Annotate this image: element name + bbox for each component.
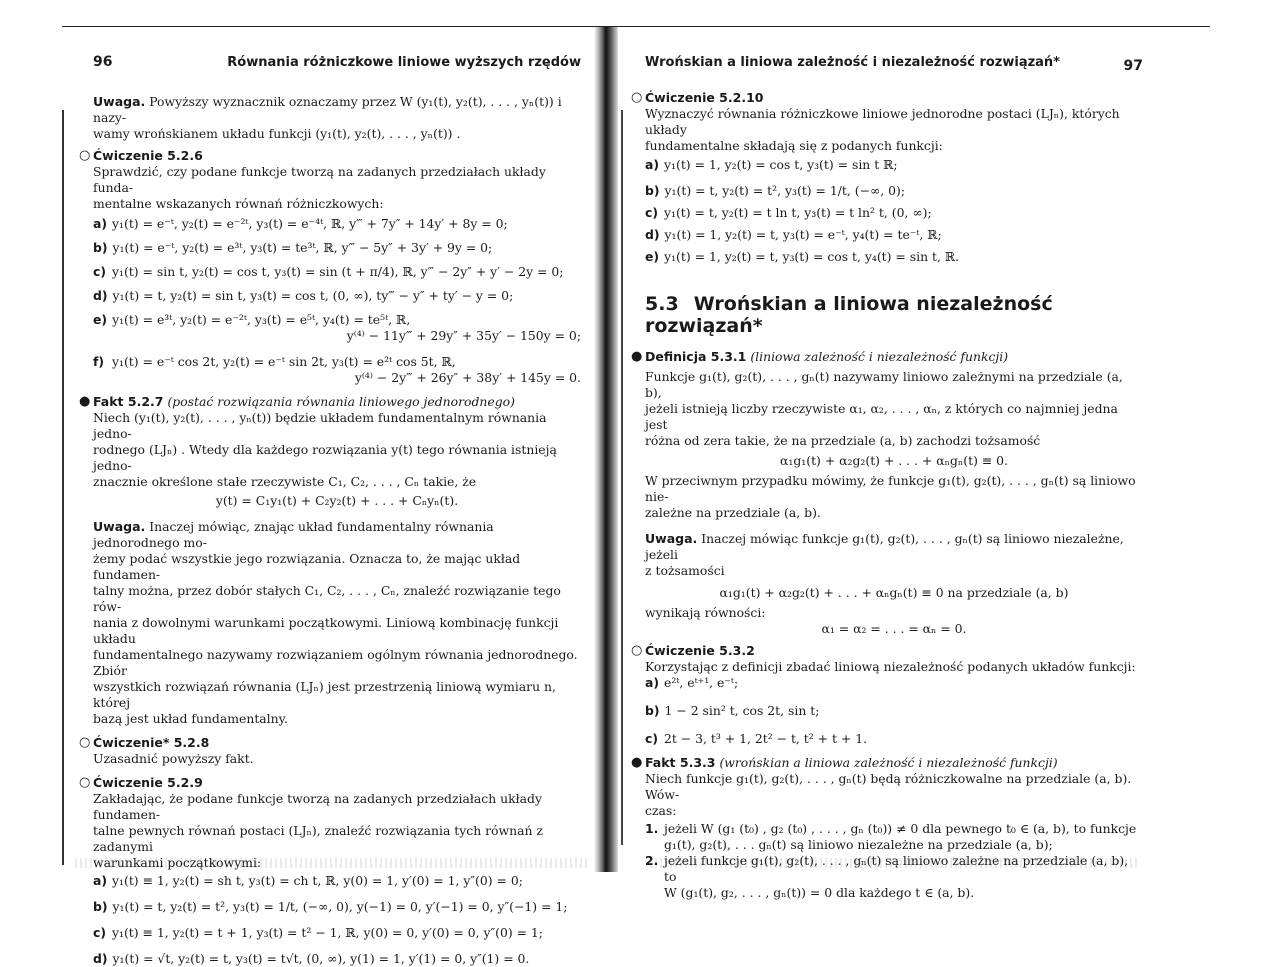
uwaga-text: Inaczej mówiąc funkcje g₁(t), g₂(t), . . . , gₙ(t) są liniowo niezależne, jeżeli bbox=[645, 531, 1124, 562]
list-item: e) y₁(t) = e³ᵗ, y₂(t) = e⁻²ᵗ, y₃(t) = e⁵ᵗ, y₄(t) = te⁵ᵗ, ℝ, bbox=[93, 312, 411, 327]
bullet-marker-icon: ● bbox=[631, 349, 643, 364]
circle-marker-icon: ○ bbox=[79, 148, 91, 163]
fakt-subtitle: (wrońskian a liniowa zależność i niezależność funkcji) bbox=[719, 755, 1058, 770]
bullet-marker-icon: ● bbox=[631, 755, 643, 770]
top-rule bbox=[62, 26, 1210, 27]
exercise-5-3-2 bbox=[631, 643, 1143, 747]
fakt-subtitle: (postać rozwiązania równania liniowego jednorodnego) bbox=[167, 394, 515, 409]
list-item: a) y₁(t) ≡ 1, y₂(t) = sh t, y₃(t) = ch t, ℝ, y(0) = 1, y′(0) = 1, y″(0) = 0; bbox=[93, 873, 523, 888]
section-heading bbox=[645, 293, 1143, 337]
uwaga-label: Uwaga. bbox=[93, 94, 146, 109]
exercise-intro: warunkami początkowymi: bbox=[93, 855, 262, 870]
exercise-intro: Zakładając, że podane funkcje tworzą na zadanych przedziałach układy fundamen- bbox=[93, 791, 542, 822]
exercise-5-2-9 bbox=[79, 775, 581, 967]
uwaga-text: fundamentalnego nazywamy rozwiązaniem ogólnym równania jednorodnego. Zbiór bbox=[93, 647, 578, 678]
list-item: d) y₁(t) = √t, y₂(t) = t, y₃(t) = t√t, (0, ∞), y(1) = 1, y′(1) = 0, y″(1) = 0. bbox=[93, 951, 530, 966]
list-item: c) y₁(t) ≡ 1, y₂(t) = t + 1, y₃(t) = t² − 1, ℝ, y(0) = 0, y′(0) = 0, y″(0) = 1; bbox=[93, 925, 543, 940]
formula: y(t) = C₁y₁(t) + C₂y₂(t) + . . . + Cₙyₙ(t). bbox=[215, 493, 459, 508]
exercise-intro: talne pewnych równań postaci (LJₙ), znaleźć rozwiązania tych równań z zadanymi bbox=[93, 823, 543, 854]
uwaga-text: żemy podać wszystkie jego rozwiązania. Oznacza to, że mając układ fundamen- bbox=[93, 551, 521, 582]
list-item: a) e²ᵗ, eᵗ⁺¹, e⁻ᵗ; bbox=[645, 675, 739, 690]
fakt-title: Fakt 5.2.7 bbox=[93, 394, 164, 409]
definition-text: różna od zera takie, że na przedziale (a, b) zachodzi tożsamość bbox=[645, 433, 1041, 448]
book-spine bbox=[594, 27, 618, 872]
exercise-intro: Sprawdzić, czy podane funkcje tworzą na zadanych przedziałach układy funda- bbox=[93, 164, 546, 195]
uwaga-text: Inaczej mówiąc, znając układ fundamentalny równania jednorodnego mo- bbox=[93, 519, 494, 550]
exercise-intro: fundamentalne składają się z podanych funkcji: bbox=[645, 138, 943, 153]
uwaga-3 bbox=[645, 531, 1143, 637]
list-item: 1. jeżeli W (g₁ (t₀) , g₂ (t₀) , . . . , gₙ (t₀)) ≠ 0 dla pewnego t₀ ∈ (a, b), to funkcje g₁(t), g₂(t), . . . gₙ(t) są liniowo niezależne na przedziale (a, b); bbox=[645, 821, 1137, 852]
equation-continuation: y⁽⁴⁾ − 11y‴ + 29y″ + 35y′ − 150y = 0; bbox=[346, 328, 581, 343]
fakt-text: czas: bbox=[645, 803, 677, 818]
exercise-intro: Korzystając z definicji zbadać liniową niezależność podanych układów funkcji: bbox=[645, 659, 1136, 674]
list-item: f) y₁(t) = e⁻ᵗ cos 2t, y₂(t) = e⁻ᵗ sin 2t, y₃(t) = e²ᵗ cos 5t, ℝ, bbox=[93, 354, 456, 369]
uwaga-text: Powyższy wyznacznik oznaczamy przez W (y₁(t), y₂(t), . . . , yₙ(t)) i nazy- bbox=[93, 94, 562, 125]
uwaga-text: wamy wrońskianem układu funkcji (y₁(t), y₂(t), . . . , yₙ(t)) . bbox=[93, 126, 461, 141]
uwaga-wronskian bbox=[93, 94, 581, 142]
formula: α₁ = α₂ = . . . = αₙ = 0. bbox=[821, 621, 967, 636]
list-item: a) y₁(t) = 1, y₂(t) = cos t, y₃(t) = sin t ℝ; bbox=[645, 157, 898, 172]
definition-text: zależne na przedziale (a, b). bbox=[645, 505, 821, 520]
uwaga-text: bazą jest układ fundamentalny. bbox=[93, 711, 288, 726]
list-item: d) y₁(t) = 1, y₂(t) = t, y₃(t) = e⁻ᵗ, y₄(t) = te⁻ᵗ, ℝ; bbox=[645, 227, 942, 242]
exercise-text: Uzasadnić powyższy fakt. bbox=[93, 751, 254, 766]
list-item: b) y₁(t) = e⁻ᵗ, y₂(t) = e³ᵗ, y₃(t) = te³ᵗ, ℝ, y‴ − 5y″ + 3y′ + 9y = 0; bbox=[93, 240, 493, 255]
uwaga-text: talny można, przez dobór stałych C₁, C₂, . . . , Cₙ, znaleźć rozwiązanie tego rów- bbox=[93, 583, 561, 614]
exercise-5-2-10 bbox=[631, 90, 1143, 265]
uwaga-text: nania z dowolnymi warunkami początkowymi. Liniową kombinację funkcji układu bbox=[93, 615, 559, 646]
fakt-5-3-3 bbox=[631, 755, 1143, 901]
definition-subtitle: (liniowa zależność i niezależność funkcji) bbox=[750, 349, 1009, 364]
right-margin-rule bbox=[621, 110, 623, 845]
exercise-5-2-6 bbox=[79, 148, 581, 386]
fakt-5-2-7 bbox=[79, 394, 581, 509]
left-page bbox=[79, 54, 581, 967]
uwaga-text: wynikają równości: bbox=[645, 605, 766, 620]
circle-marker-icon: ○ bbox=[631, 643, 643, 658]
right-header bbox=[645, 54, 1143, 74]
page-number: 96 bbox=[93, 54, 113, 70]
list-item: b) y₁(t) = t, y₂(t) = t², y₃(t) = 1/t, (−∞, 0); bbox=[645, 183, 906, 198]
definition-text: Funkcje g₁(t), g₂(t), . . . , gₙ(t) nazywamy liniowo zależnymi na przedziale (a, b), bbox=[645, 369, 1123, 400]
uwaga-text: wszystkich rozwiązań równania (LJₙ) jest przestrzenią liniową wymiaru n, której bbox=[93, 679, 556, 710]
section-title: Wrońskian a liniowa niezależność rozwiązań* bbox=[645, 293, 1053, 337]
definition-text: W przeciwnym przypadku mówimy, że funkcje g₁(t), g₂(t), . . . , gₙ(t) są liniowo nie- bbox=[645, 473, 1136, 504]
list-item: d) y₁(t) = t, y₂(t) = sin t, y₃(t) = cos t, (0, ∞), ty‴ − y″ + ty′ − y = 0; bbox=[93, 288, 514, 303]
running-head: Wrońskian a liniowa zależność i niezależność rozwiązań* bbox=[645, 55, 1060, 70]
left-header bbox=[93, 54, 581, 74]
right-page bbox=[631, 54, 1143, 901]
exercise-title: Ćwiczenie 5.2.9 bbox=[93, 775, 203, 790]
exercise-intro: Wyznaczyć równania różniczkowe liniowe jednorodne postaci (LJₙ), których układy bbox=[645, 106, 1120, 137]
circle-marker-icon: ○ bbox=[79, 735, 91, 750]
fakt-text: Niech (y₁(t), y₂(t), . . . , yₙ(t)) będzie układem fundamentalnym równania jedno- bbox=[93, 410, 547, 441]
page-number: 97 bbox=[1123, 58, 1143, 74]
definition-title: Definicja 5.3.1 bbox=[645, 349, 747, 364]
definicja-5-3-1 bbox=[631, 349, 1143, 521]
bullet-marker-icon: ● bbox=[79, 394, 91, 409]
running-head: Równania różniczkowe liniowe wyższych rzędów bbox=[227, 55, 581, 70]
formula: α₁g₁(t) + α₂g₂(t) + . . . + αₙgₙ(t) ≡ 0 na przedziale (a, b) bbox=[719, 585, 1069, 600]
list-item: c) y₁(t) = sin t, y₂(t) = cos t, y₃(t) = sin (t + π/4), ℝ, y‴ − 2y″ + y′ − 2y = 0; bbox=[93, 264, 564, 279]
uwaga-text: z tożsamości bbox=[645, 563, 725, 578]
fakt-text: znacznie określone stałe rzeczywiste C₁, C₂, . . . , Cₙ takie, że bbox=[93, 474, 477, 489]
equation-continuation: y⁽⁴⁾ − 2y‴ + 26y″ + 38y′ + 145y = 0. bbox=[354, 370, 581, 385]
list-item: b) 1 − 2 sin² t, cos 2t, sin t; bbox=[645, 703, 820, 718]
circle-marker-icon: ○ bbox=[631, 90, 643, 105]
formula: α₁g₁(t) + α₂g₂(t) + . . . + αₙgₙ(t) ≡ 0. bbox=[780, 453, 1008, 468]
list-item: e) y₁(t) = 1, y₂(t) = t, y₃(t) = cos t, y₄(t) = sin t, ℝ. bbox=[645, 249, 960, 264]
exercise-5-2-8 bbox=[79, 735, 581, 767]
list-item: b) y₁(t) = t, y₂(t) = t², y₃(t) = 1/t, (−∞, 0), y(−1) = 0, y′(−1) = 0, y″(−1) = 1; bbox=[93, 899, 568, 914]
fakt-title: Fakt 5.3.3 bbox=[645, 755, 716, 770]
uwaga-2 bbox=[93, 519, 581, 727]
definition-text: jeżeli istnieją liczby rzeczywiste α₁, α₂, . . . , αₙ, z których co najmniej jedna jest bbox=[645, 401, 1118, 432]
exercise-title: Ćwiczenie 5.2.10 bbox=[645, 90, 764, 105]
uwaga-label: Uwaga. bbox=[93, 519, 146, 534]
exercise-title: Ćwiczenie 5.3.2 bbox=[645, 643, 755, 658]
fakt-text: rodnego (LJₙ) . Wtedy dla każdego rozwiązania y(t) tego równania istnieją jedno- bbox=[93, 442, 557, 473]
list-item: c) y₁(t) = t, y₂(t) = t ln t, y₃(t) = t ln² t, (0, ∞); bbox=[645, 205, 932, 220]
list-item: 2. jeżeli funkcje g₁(t), g₂(t), . . . , gₙ(t) są liniowo zależne na przedziale (a, b), to W (g₁(t), g₂, . . . , gₙ(t)) = 0 dla każdego t ∈ (a, b). bbox=[645, 853, 1129, 900]
uwaga-label: Uwaga. bbox=[645, 531, 698, 546]
fakt-text: Niech funkcje g₁(t), g₂(t), . . . , gₙ(t) będą różniczkowalne na przedziale (a, b). Wów- bbox=[645, 771, 1132, 802]
exercise-title: Ćwiczenie* 5.2.8 bbox=[93, 735, 210, 750]
circle-marker-icon: ○ bbox=[79, 775, 91, 790]
exercise-intro: mentalne wskazanych równań różniczkowych: bbox=[93, 196, 384, 211]
list-item: c) 2t − 3, t³ + 1, 2t² − t, t² + t + 1. bbox=[645, 731, 868, 746]
left-margin-rule bbox=[62, 110, 64, 865]
list-item: a) y₁(t) = e⁻ᵗ, y₂(t) = e⁻²ᵗ, y₃(t) = e⁻⁴ᵗ, ℝ, y‴ + 7y″ + 14y′ + 8y = 0; bbox=[93, 216, 508, 231]
section-number: 5.3 bbox=[645, 293, 679, 315]
exercise-title: Ćwiczenie 5.2.6 bbox=[93, 148, 203, 163]
